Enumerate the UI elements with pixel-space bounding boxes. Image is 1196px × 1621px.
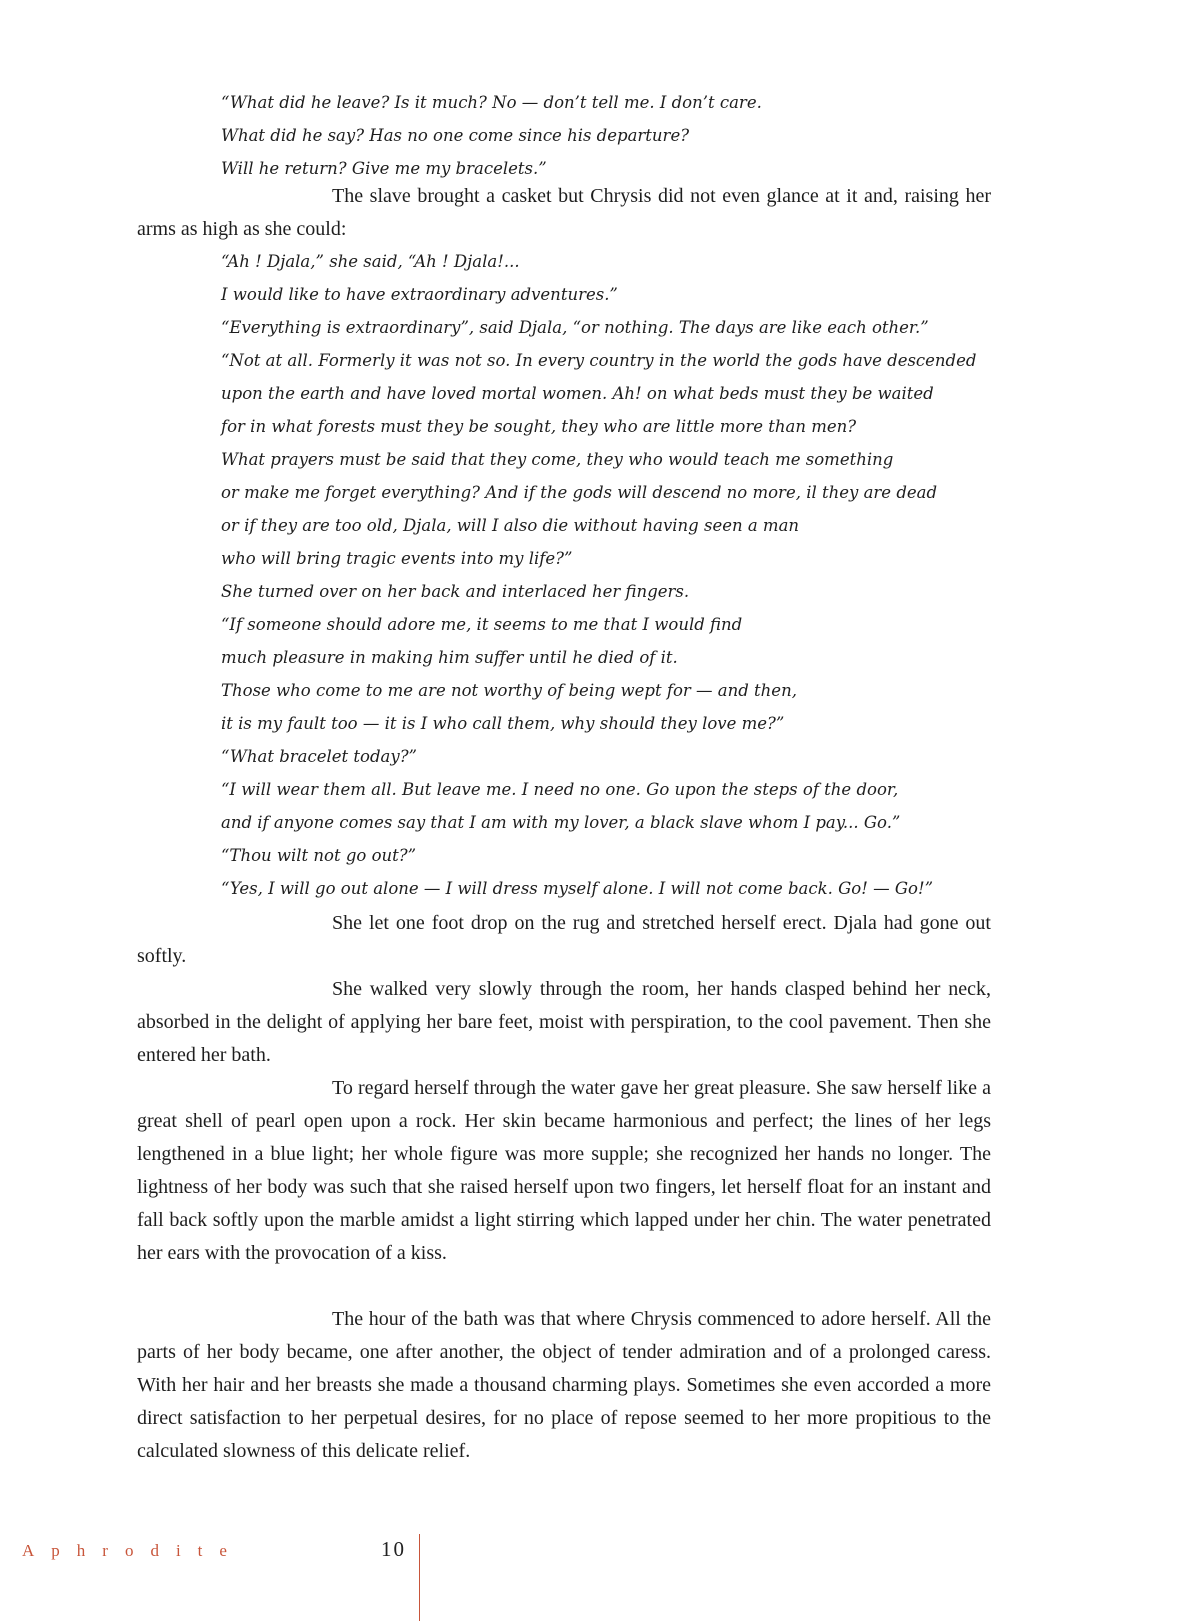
- dialogue-line: for in what forests must they be sought, they who are little more than men?: [221, 417, 857, 436]
- dialogue-line: or make me forget everything? And if the gods will descend no more, il they are dead: [221, 483, 938, 502]
- dialogue-line: “Thou wilt not go out?”: [221, 846, 417, 865]
- dialogue-line: who will bring tragic events into my life?”: [221, 549, 573, 568]
- dialogue-line: “What did he leave? Is it much? No — don’t tell me. I don’t care.: [221, 93, 762, 112]
- paragraph-foot-drop: She let one foot drop on the rug and stretched herself erect. Djala had gone out softly.: [137, 912, 991, 967]
- paragraph-casket: The slave brought a casket but Chrysis did not even glance at it and, raising her arms as high as she could:: [137, 185, 991, 240]
- dialogue-line: Those who come to me are not worthy of being wept for — and then,: [221, 681, 797, 700]
- paragraph-walk: She walked very slowly through the room, her hands clasped behind her neck, absorbed in the delight of applying her bare feet, moist with perspiration, to the cool pavement. Then she entered her bath.: [137, 978, 991, 1066]
- page-number: 10: [381, 1537, 406, 1561]
- dialogue-line: “Ah ! Djala,” she said, “Ah ! Djala!...: [221, 252, 520, 271]
- dialogue-line: “Everything is extraordinary”, said Djala, “or nothing. The days are like each other.”: [221, 318, 929, 337]
- dialogue-line: and if anyone comes say that I am with my lover, a black slave whom I pay... Go.”: [221, 813, 901, 832]
- dialogue-line: I would like to have extraordinary adventures.”: [221, 285, 618, 304]
- italic-dialogue-block-2: [221, 245, 991, 905]
- dialogue-line: “If someone should adore me, it seems to me that I would find: [221, 615, 743, 634]
- dialogue-line: “Not at all. Formerly it was not so. In every country in the world the gods have descended: [221, 351, 977, 370]
- footer-divider: [419, 1534, 420, 1621]
- dialogue-line: it is my fault too — it is I who call them, why should they love me?”: [221, 714, 785, 733]
- dialogue-line: much pleasure in making him suffer until he died of it.: [221, 648, 678, 667]
- italic-dialogue-block-1: [221, 86, 991, 185]
- dialogue-line: “I will wear them all. But leave me. I need no one. Go upon the steps of the door,: [221, 780, 899, 799]
- dialogue-line: She turned over on her back and interlaced her fingers.: [221, 582, 690, 601]
- dialogue-line: “Yes, I will go out alone — I will dress myself alone. I will not come back. Go! — Go!”: [221, 879, 934, 898]
- paragraph-bath-hour: The hour of the bath was that where Chrysis commenced to adore herself. All the parts of her body became, one after another, the object of tender admiration and of a prolonged caress. With her hair and her breasts she made a thousand charming plays. Sometimes she even accorded a more direct satisfaction to her perpetual desires, for no place of repose seemed to her more propitious to the calculated slowness of this delicate relief.: [137, 1308, 991, 1462]
- dialogue-line: What prayers must be said that they come, they who would teach me something: [221, 450, 894, 469]
- dialogue-line: “What bracelet today?”: [221, 747, 417, 766]
- dialogue-line: or if they are too old, Djala, will I also die without having seen a man: [221, 516, 800, 535]
- paragraph-water: To regard herself through the water gave her great pleasure. She saw herself like a great shell of pearl open upon a rock. Her skin became harmonious and perfect; the lines of her legs lengthened in a blue light; her whole figure was more supple; she recognized her hands no longer. The lightness of her body was such that she raised herself upon two fingers, let herself float for an instant and fall back softly upon the marble amidst a light stirring which lapped under her chin. The water penetrated her ears with the provocation of a kiss.: [137, 1077, 991, 1264]
- running-footer-title: Aphrodite: [22, 1541, 244, 1560]
- dialogue-line: Will he return? Give me my bracelets.”: [221, 159, 547, 178]
- dialogue-line: upon the earth and have loved mortal women. Ah! on what beds must they be waited: [221, 384, 934, 403]
- dialogue-line: What did he say? Has no one come since his departure?: [221, 126, 690, 145]
